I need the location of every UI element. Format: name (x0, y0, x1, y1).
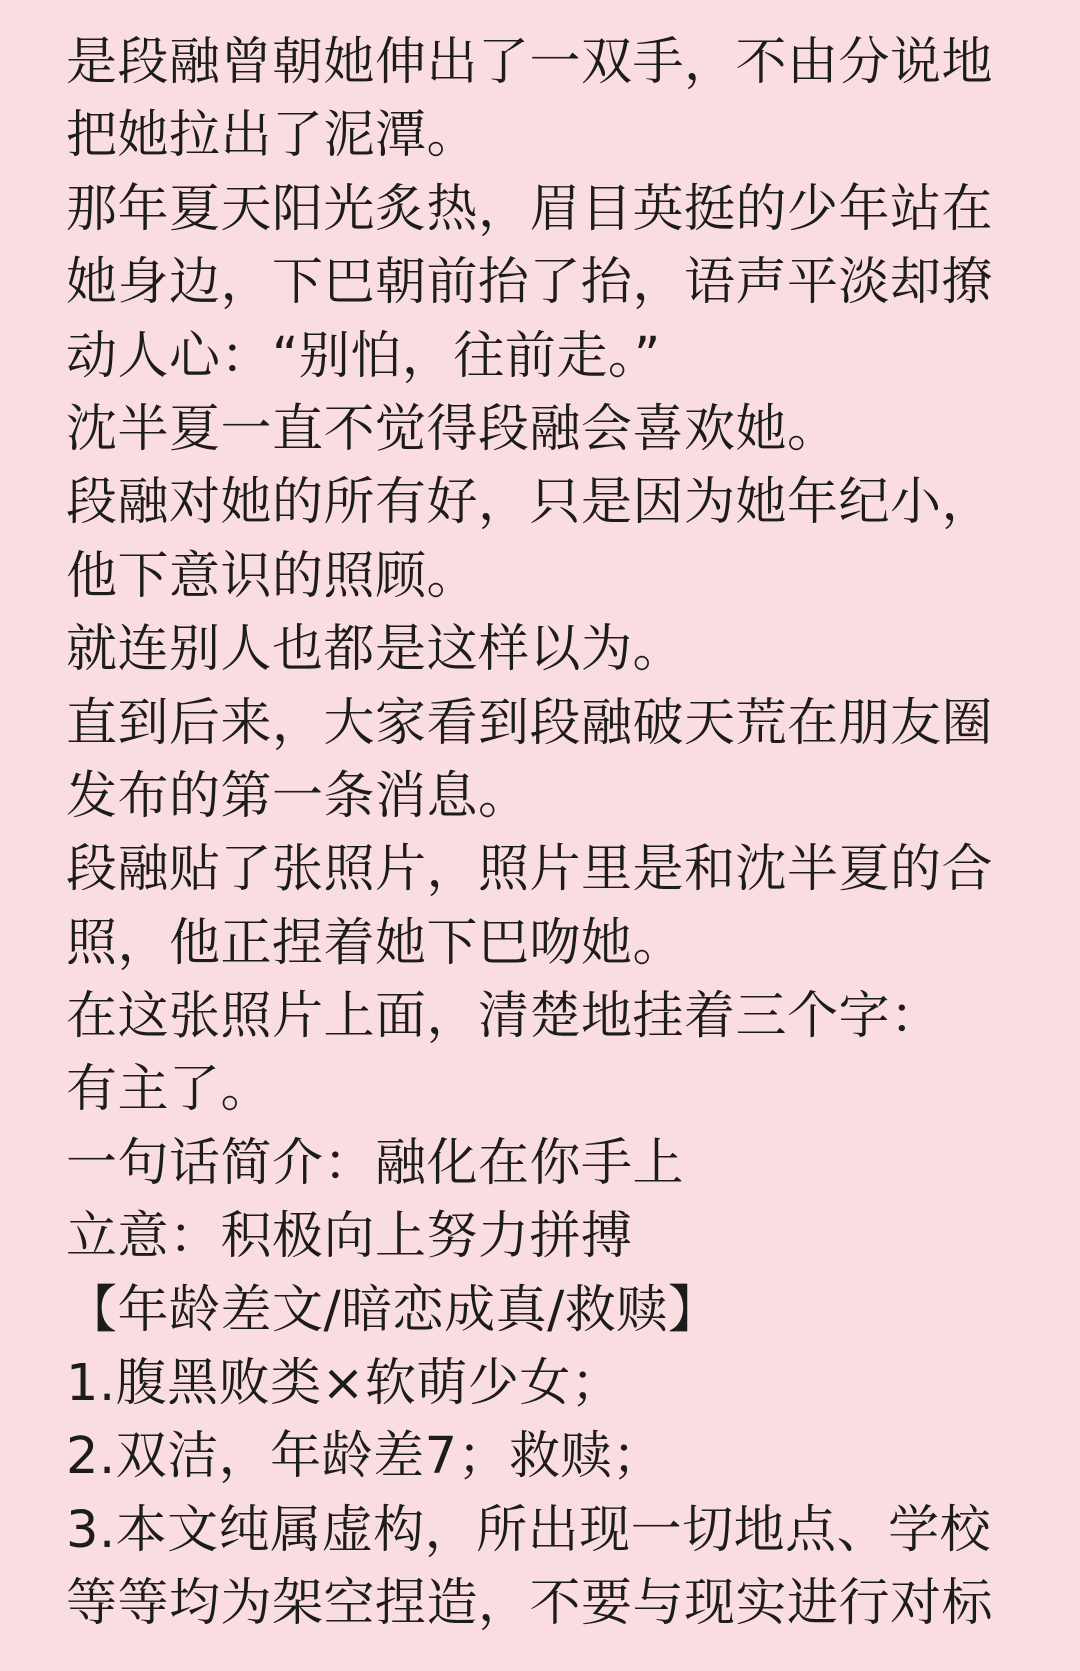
text-line: 在这张照片上面，清楚地挂着三个字： (66, 987, 942, 1047)
text-line: 那年夏天阳光炙热，眉目英挺的少年站在 (66, 179, 994, 239)
note-line: 1.腹黑败类×软萌少女； (66, 1354, 623, 1414)
text-line: 发布的第一条消息。 (66, 766, 530, 826)
text-line: 他下意识的照顾。 (66, 546, 479, 606)
text-line: 动人心：“别怕，往前走。” (66, 326, 661, 386)
text-line: 是段融曾朝她伸出了一双手，不由分说地 (66, 33, 994, 92)
text-line: 段融对她的所有好，只是因为她年纪小， (66, 473, 994, 533)
text-line: 照，他正捏着她下巴吻她。 (66, 913, 685, 973)
text-line: 段融贴了张照片，照片里是和沈半夏的合 (66, 840, 994, 900)
text-line: 有主了。 (66, 1060, 273, 1120)
summary-line: 一句话简介：融化在你手上 (66, 1133, 685, 1193)
text-line: 就连别人也都是这样以为。 (66, 620, 685, 680)
text-line: 沈半夏一直不觉得段融会喜欢她。 (66, 399, 839, 459)
text-line: 直到后来，大家看到段融破天荒在朋友圈 (66, 693, 994, 753)
tags-line: 【年龄差文/暗恋成真/救赎】 (66, 1280, 720, 1340)
note-line: 等等均为架空捏造，不要与现实进行对标 (66, 1574, 994, 1634)
note-line: 2.双洁，年龄差7；救赎； (66, 1427, 664, 1487)
text-line: 把她拉出了泥潭。 (66, 106, 479, 166)
text-line: 她身边，下巴朝前抬了抬，语声平淡却撩 (66, 253, 994, 313)
theme-line: 立意：积极向上努力拼搏 (66, 1207, 633, 1267)
note-line: 3.本文纯属虚构，所出现一切地点、学校 (66, 1500, 992, 1560)
